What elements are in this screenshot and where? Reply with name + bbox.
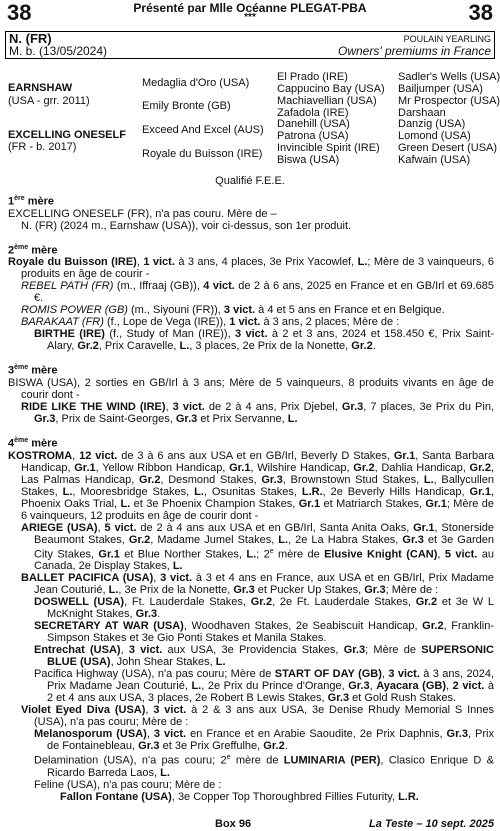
sire-name: EARNSHAW xyxy=(8,82,73,94)
fourth-dam-title: 4ème mère xyxy=(8,436,58,450)
pedigree-gen4-6: Lomond (USA) xyxy=(398,130,471,142)
pedigree-gen4-5: Danzig (USA) xyxy=(398,118,466,130)
pedigree-gen4-1: Sadler's Wells (USA) xyxy=(398,71,500,83)
pedigree-gen2-4: Royale du Buisson (IRE) xyxy=(142,148,263,160)
dam-info: (FR - b. 2017) xyxy=(8,141,77,153)
first-dam-produce: N. (FR) (2024 m., Earnshaw (USA)), voir ci-dessus, son 1er produit. xyxy=(21,219,352,232)
lot-number-left: 38 xyxy=(7,0,32,25)
pedigree-gen3-2: Cappucino Bay (USA) xyxy=(277,83,385,95)
page-footer xyxy=(0,818,494,831)
pedigree-gen3-6: Patrona (USA) xyxy=(277,130,349,142)
box-number: Box 96 xyxy=(215,818,252,830)
third-dam-produce-1: RIDE LIKE THE WIND (IRE), 3 vict. de 2 à 4 ans, Prix Djebel, Gr.3, 7 places, 3e Prix du Pin, Gr.3, Prix de Saint-Georges, Gr.3 et Prix Servanne, L. xyxy=(21,400,495,425)
fourth-dam-produce-2-foal-3: Entrechat (USA), 3 vict. aux USA, 3e Providencia Stakes, Gr.3; Mère de SUPERSONIC BLUE (USA), John Shear Stakes, L. xyxy=(34,644,495,669)
pedigree-gen4-7: Green Desert (USA) xyxy=(398,142,498,154)
fourth-dam-produce-2-foal-1: DOSWELL (USA), Ft. Lauderdale Stakes, Gr.2, 2e Ft. Lauderdale Stakes, Gr.2 et 3e W L McKnight Stakes, Gr.3. xyxy=(34,596,494,621)
pedigree-gen4-2: Bailjumper (USA) xyxy=(398,83,483,95)
pedigree-gen3-5: Danehill (USA) xyxy=(277,118,350,130)
pedigree-gen3-3: Machiavellian (USA) xyxy=(277,95,377,107)
pedigree-gen2-2: Emily Bronte (GB) xyxy=(142,100,231,112)
consignor-title: Présenté par Mlle Océanne PLEGAT-PBA xyxy=(133,1,367,15)
family-notes xyxy=(8,193,494,803)
pedigree-gen4-4: Darshaan xyxy=(398,107,446,119)
pedigree-gen2-3: Exceed And Excel (AUS) xyxy=(142,124,264,136)
horse-id-box xyxy=(5,31,495,59)
fourth-dam-produce-3: Violet Eyed Diva (USA), 3 vict. à 2 & 3 ans aux USA, 3e Denise Rhudy Memorial S Innes (USA), n'a pas couru; Mère de : xyxy=(21,704,494,729)
fourth-dam-produce-2: BALLET PACIFICA (USA), 3 vict. à 3 et 4 ans en France, aux USA et en GB/Irl, Prix Madame Jean Couturié, L., 3e Prix de la Nonette, Gr.3 et Pucker Up Stakes, Gr.3; Mère de : xyxy=(21,572,495,597)
sire-info: (USA - grr. 2011) xyxy=(8,95,90,107)
sale-venue-date: La Teste – 10 sept. 2025 xyxy=(369,818,494,830)
first-dam-title: 1ère mère xyxy=(8,195,54,208)
fourth-dam-produce-2-foal-4: Pacifica Highway (USA), n'a pas couru; Mère de START OF DAY (GB), 3 vict. à 3 ans, 2024, Prix Madame Jean Couturié, L., 2e Prix du Prince d'Orange, Gr.3, Ayacara (GB), 2 vict. à 2 et 4 ans aux USA, 3 places, 2e Robert B Lewis Stakes, Gr.3 et Gold Rush Stakes. xyxy=(34,668,495,705)
pedigree-gen3-7: Invincible Spirit (IRE) xyxy=(277,142,380,154)
fourth-dam-produce-3-foal-2: Delamination (USA), n'a pas couru; 2e mère de LUMINARIA (PER), Clasico Enrique D & Ricardo Barreda Laos, L. xyxy=(34,754,494,779)
qualification: Qualifié F.E.E. xyxy=(215,175,285,187)
first-dam-text: EXCELLING ONESELF (FR), n'a pas couru. Mère de – xyxy=(8,207,277,220)
pedigree-gen3-1: El Prado (IRE) xyxy=(277,71,348,83)
second-dam-text: Royale du Buisson (IRE), 1 vict. à 3 ans, 4 places, 3e Prix Yacowlef, L.; Mère de 3 vainqueurs, 6 produits en âge de courir - xyxy=(8,256,494,281)
fourth-dam-produce-3-foal-3: Feline (USA), n'a pas couru; Mère de : xyxy=(34,778,222,791)
fourth-dam-produce-3-foal-3-foal: Fallon Fontane (USA), 3e Copper Top Thoroughbred Fillies Futurity, L.R. xyxy=(60,790,419,803)
third-dam-text: BISWA (USA), 2 sorties en GB/Irl à 3 ans; Mère de 5 vainqueurs, 8 produits vivants en âge de courir dont - xyxy=(8,376,494,401)
owners-premiums: Owners' premiums in France xyxy=(338,44,491,58)
pedigree-gen2-1: Medaglia d'Oro (USA) xyxy=(142,77,250,89)
lot-number-right: 38 xyxy=(468,0,493,25)
second-dam-title: 2ème mère xyxy=(8,243,58,257)
pedigree-gen4-3: Mr Prospector (USA) xyxy=(398,95,500,107)
pedigree-gen3-8: Biswa (USA) xyxy=(277,154,340,166)
second-dam-produce-3-foal: BIRTHE (IRE) (f., Study of Man (IRE)), 3 vict. à 2 et 3 ans, 2024 et 158.450 €, Prix Saint-Alary, Gr.2, Prix Caravelle, L., 3 places, 2e Prix de la Nonette, Gr.2. xyxy=(34,328,494,353)
horse-name: N. (FR) xyxy=(9,31,52,46)
fourth-dam-produce-3-foal-1: Melanosporum (USA), 3 vict. en France et en Arabie Saoudite, 2e Prix Daphnis, Gr.3, Prix de Fontainebleau, Gr.3 et 3e Prix Greffulhe, Gr.2. xyxy=(34,728,494,753)
horse-sex-type: POULAIN YEARLING xyxy=(403,34,491,44)
pedigree-gen4-8: Kafwain (USA) xyxy=(398,154,471,166)
fourth-dam-produce-2-foal-2: SECRETARY AT WAR (USA), Woodhaven Stakes, 2e Seabiscuit Handicap, Gr.2, Franklin-Simpson Stakes et 3e Gio Ponti Stakes et Manila Stakes. xyxy=(34,620,494,645)
pedigree-gen3-4: Zafadola (IRE) xyxy=(277,107,349,119)
second-dam-produce-1: REBEL PATH (FR) (m., Iffraaj (GB)), 4 vict. de 2 à 6 ans, 2025 en France et en GB/Irl et 69.685 €. xyxy=(21,280,494,305)
third-dam-title: 3ème mère xyxy=(8,364,58,377)
horse-birth: M. b. (13/05/2024) xyxy=(9,44,108,58)
fourth-dam-produce-1: ARIEGE (USA), 5 vict. de 2 à 4 ans aux USA et en GB/Irl, Santa Anita Oaks, Gr.1, Stonerside Beaumont Stakes, Gr.2, Madame Jumel Stakes, L., 2e La Habra Stakes, Gr.3 et 3e Garden City Stakes, Gr.1 et Blue Norther Stakes, L.; 2e mère de Elusive Knight (CAN), 5 vict. au Canada, 2e Display Stakes, L. xyxy=(21,521,495,573)
consignor-stars: *** xyxy=(244,12,256,23)
fourth-dam-text: KOSTROMA, 12 vict. de 3 à 6 ans aux USA et en GB/Irl, Beverly D Stakes, Gr.1, Santa Barbara Handicap, Gr.1, Yellow Ribbon Handicap, Gr.1, Wilshire Handicap, Gr.2, Dahlia Handicap, Gr.2, Las Palmas Handicap, Gr.2, Desmond Stakes, Gr.3, Brownstown Stud Stakes, L., Ballycullen Stakes, L., Mooresbridge Stakes, L., Osunitas Stakes, L.R., 2e Beverly Hills Handicap, Gr.1, Phoenix Oaks Trial, L. et 3e Phoenix Champion Stakes, Gr.1 et Matriarch Stakes, Gr.1; Mère de 6 vainqueurs, 12 produits en âge de courir dont - xyxy=(8,449,494,522)
second-dam-produce-3: BARAKAAT (FR) (f., Lope de Vega (IRE)), 1 vict. à 3 ans, 2 places; Mère de : xyxy=(21,316,400,329)
dam-name: EXCELLING ONESELF xyxy=(8,129,126,141)
second-dam-produce-2: ROMIS POWER (GB) (m., Siyouni (FR)), 3 vict. à 4 et 5 ans en France et en Belgique. xyxy=(21,304,445,317)
